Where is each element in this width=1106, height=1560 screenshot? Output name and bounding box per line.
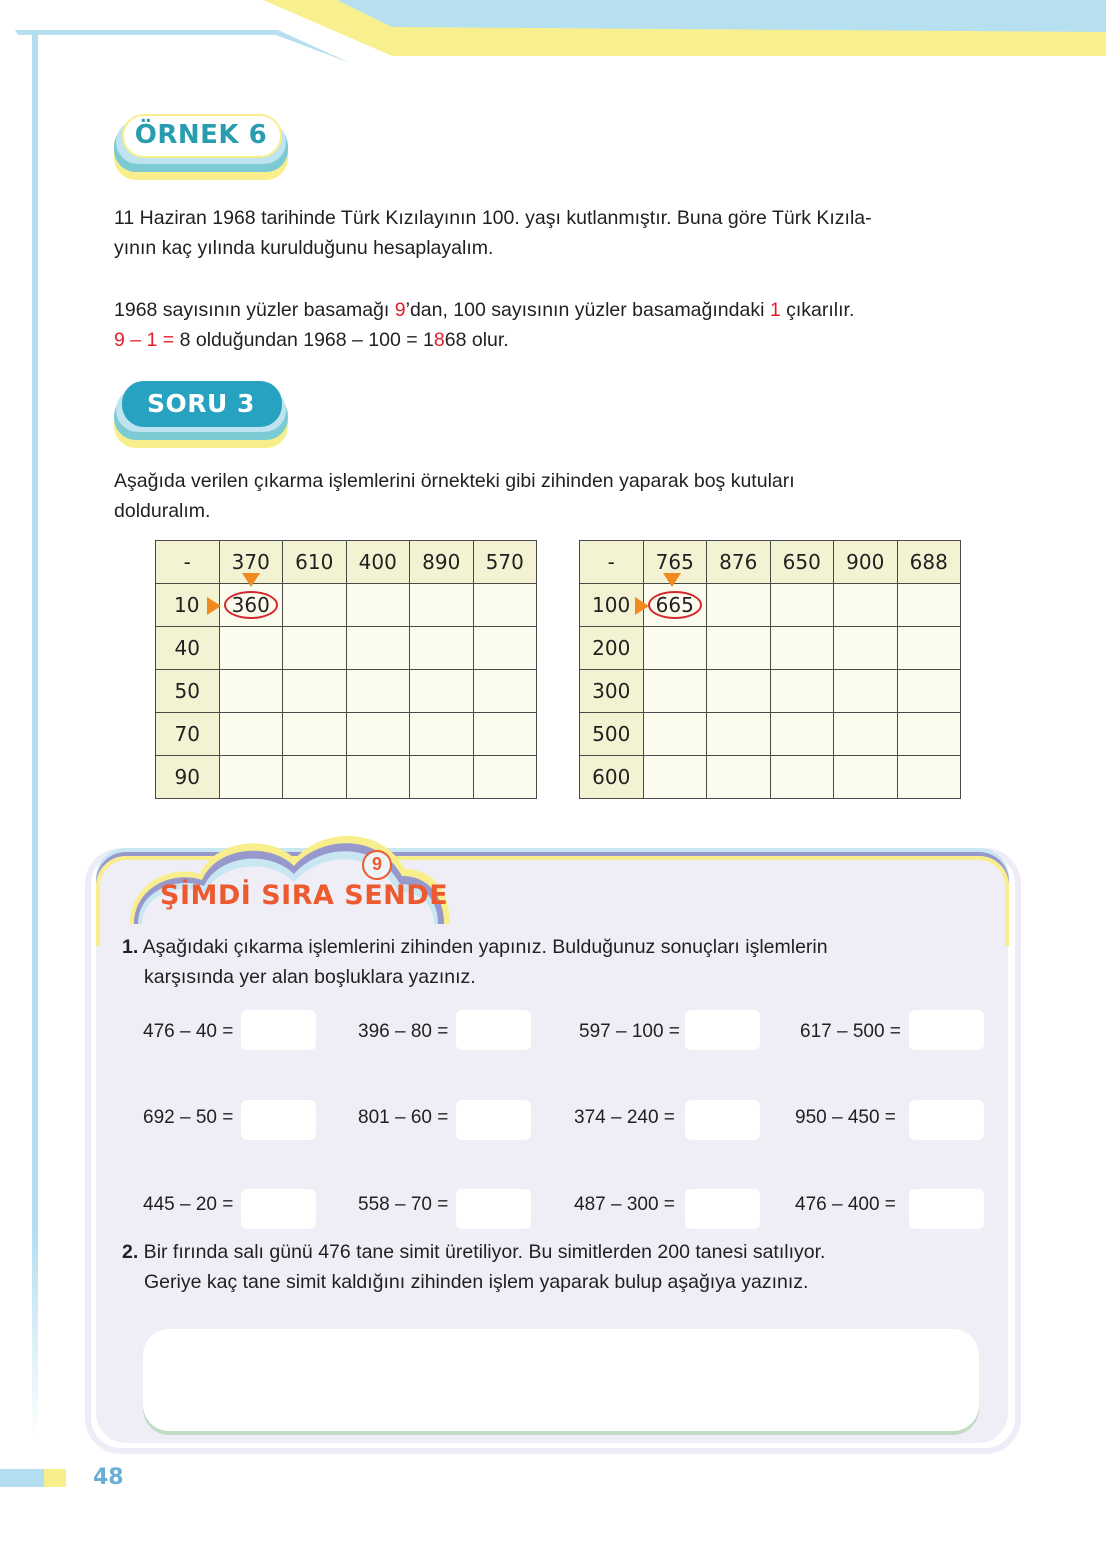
page-number: 48 [93,1465,124,1490]
example-badge-label: ÖRNEK 6 [134,120,268,150]
equation: 597 – 100 = [579,1021,680,1042]
equation: 445 – 20 = [143,1194,234,1215]
activity-number-badge: 9 [362,850,392,880]
answer-box[interactable] [241,1010,316,1050]
column-header: 890 [410,541,474,584]
operator-cell: - [580,541,644,584]
equation: 617 – 500 = [800,1021,901,1042]
equation: 476 – 40 = [143,1021,234,1042]
row-header: 90 [156,756,220,799]
solution-line-2: 9 – 1 = 8 olduğundan 1968 – 100 = 1868 olur. [114,329,509,351]
table-row [580,756,961,799]
column-header: 400 [346,541,410,584]
column-header: 765 [643,541,707,584]
row-header: 500 [580,713,644,756]
answer-box[interactable] [456,1189,531,1229]
answer-cell[interactable] [770,627,834,670]
answer-cell[interactable] [346,713,410,756]
answer-cell[interactable] [346,584,410,627]
answer-box[interactable] [456,1100,531,1140]
answer-box[interactable] [241,1189,316,1229]
row-header: 300 [580,670,644,713]
answer-cell[interactable] [219,627,283,670]
answer-cell[interactable] [283,670,347,713]
question-1-text: 1. Aşağıdaki çıkarma işlemlerini zihinden yapınız. Bulduğunuz sonuçları işlemlerin karşısında yer alan boşluklara yazınız. [122,936,828,988]
table-row [156,713,537,756]
answer-cell[interactable] [219,756,283,799]
equation: 692 – 50 = [143,1107,234,1128]
equation: 950 – 450 = [795,1107,896,1128]
answer-cell[interactable] [643,756,707,799]
answer-cell[interactable] [770,584,834,627]
equation: 396 – 80 = [358,1021,449,1042]
answer-cell[interactable] [897,584,961,627]
answer-cell[interactable] [707,713,771,756]
answer-cell[interactable] [770,713,834,756]
answer-cell[interactable] [707,670,771,713]
equation: 476 – 400 = [795,1194,896,1215]
answer-cell[interactable] [707,584,771,627]
row-header: 100 [580,584,644,627]
table-header-row [156,541,537,584]
row-header: 600 [580,756,644,799]
answer-cell[interactable] [219,670,283,713]
column-header: 570 [473,541,537,584]
question-instruction: Aşağıda verilen çıkarma işlemlerini örnekteki gibi zihinden yaparak boş kutuları dolduralım. [114,470,795,522]
row-header: 200 [580,627,644,670]
arrow-down-icon [242,573,260,587]
column-header: 650 [770,541,834,584]
example-answer-cell [219,584,283,627]
answer-cell[interactable] [897,670,961,713]
table-row [156,627,537,670]
table-header-row [580,541,961,584]
table-row [580,670,961,713]
answer-cell[interactable] [283,584,347,627]
question-2-text: 2. Bir fırında salı günü 476 tane simit üretiliyor. Bu simitlerden 200 tanesi satılıyor. Geriye kaç tane simit kaldığını zihinden işlem yaparak bulup aşağıya yazınız. [122,1241,826,1293]
answer-box[interactable] [909,1189,984,1229]
question-badge-label: SORU 3 [147,389,255,418]
answer-circle: 665 [648,591,702,619]
answer-cell[interactable] [707,756,771,799]
footer-strip-yellow [44,1469,66,1487]
arrow-down-icon [663,573,681,587]
solution-line-1: 1968 sayısının yüzler basamağı 9’dan, 100 sayısının yüzler basamağındaki 1 çıkarılır. [114,299,855,321]
row-header: 10 [156,584,220,627]
answer-cell[interactable] [473,756,537,799]
answer-cell[interactable] [643,627,707,670]
answer-cell[interactable] [410,584,474,627]
answer-cell[interactable] [834,713,898,756]
answer-box[interactable] [685,1100,760,1140]
answer-cell[interactable] [410,627,474,670]
answer-cell[interactable] [283,713,347,756]
answer-cell[interactable] [410,713,474,756]
answer-cell[interactable] [346,756,410,799]
table-row [156,756,537,799]
answer-cell[interactable] [410,756,474,799]
answer-box[interactable] [909,1010,984,1050]
answer-cell[interactable] [643,670,707,713]
table-row [580,627,961,670]
equation: 801 – 60 = [358,1107,449,1128]
table-row [580,713,961,756]
operator-cell: - [156,541,220,584]
answer-cell[interactable] [473,670,537,713]
answer-cell[interactable] [473,584,537,627]
example-answer-cell [643,584,707,627]
answer-cell[interactable] [834,627,898,670]
subtraction-table-1 [155,540,537,799]
answer-box[interactable] [685,1189,760,1229]
answer-cell[interactable] [707,627,771,670]
answer-box[interactable] [909,1100,984,1140]
equation: 558 – 70 = [358,1194,449,1215]
answer-cell[interactable] [346,627,410,670]
column-header: 876 [707,541,771,584]
table-row [156,670,537,713]
equation: 374 – 240 = [574,1107,675,1128]
answer-cell[interactable] [473,627,537,670]
answer-cell[interactable] [473,713,537,756]
answer-cell[interactable] [219,713,283,756]
subtraction-table-2 [579,540,961,799]
arrow-right-icon [207,597,221,615]
answer-cell[interactable] [770,670,834,713]
practice-title: ŞİMDİ SIRA SENDE [160,880,449,911]
row-header: 50 [156,670,220,713]
arrow-right-icon [635,597,649,615]
top-decoration [0,0,1106,70]
answer-cell[interactable] [643,713,707,756]
question-badge [112,380,290,450]
column-header: 370 [219,541,283,584]
answer-circle: 360 [224,591,278,619]
answer-cell[interactable] [283,756,347,799]
footer-strip-blue [0,1469,44,1487]
answer-text-area[interactable] [143,1329,979,1431]
answer-cell[interactable] [834,670,898,713]
left-frame-line [32,30,38,1440]
answer-box[interactable] [241,1100,316,1140]
answer-cell[interactable] [346,670,410,713]
column-header: 900 [834,541,898,584]
row-header: 70 [156,713,220,756]
answer-cell[interactable] [834,584,898,627]
example-badge [112,112,290,182]
answer-cell[interactable] [283,627,347,670]
example-solution [114,295,854,355]
column-header: 610 [283,541,347,584]
answer-cell[interactable] [897,756,961,799]
answer-cell[interactable] [410,670,474,713]
answer-cell[interactable] [897,713,961,756]
answer-cell[interactable] [897,627,961,670]
example-paragraph: 11 Haziran 1968 tarihinde Türk Kızılayının 100. yaşı kutlanmıştır. Buna göre Türk Kızıla- yının kaç yılında kurulduğunu hesaplayalım. [114,207,872,259]
answer-box[interactable] [685,1010,760,1050]
answer-box[interactable] [456,1010,531,1050]
answer-cell[interactable] [770,756,834,799]
column-header: 688 [897,541,961,584]
answer-cell[interactable] [834,756,898,799]
row-header: 40 [156,627,220,670]
equation: 487 – 300 = [574,1194,675,1215]
